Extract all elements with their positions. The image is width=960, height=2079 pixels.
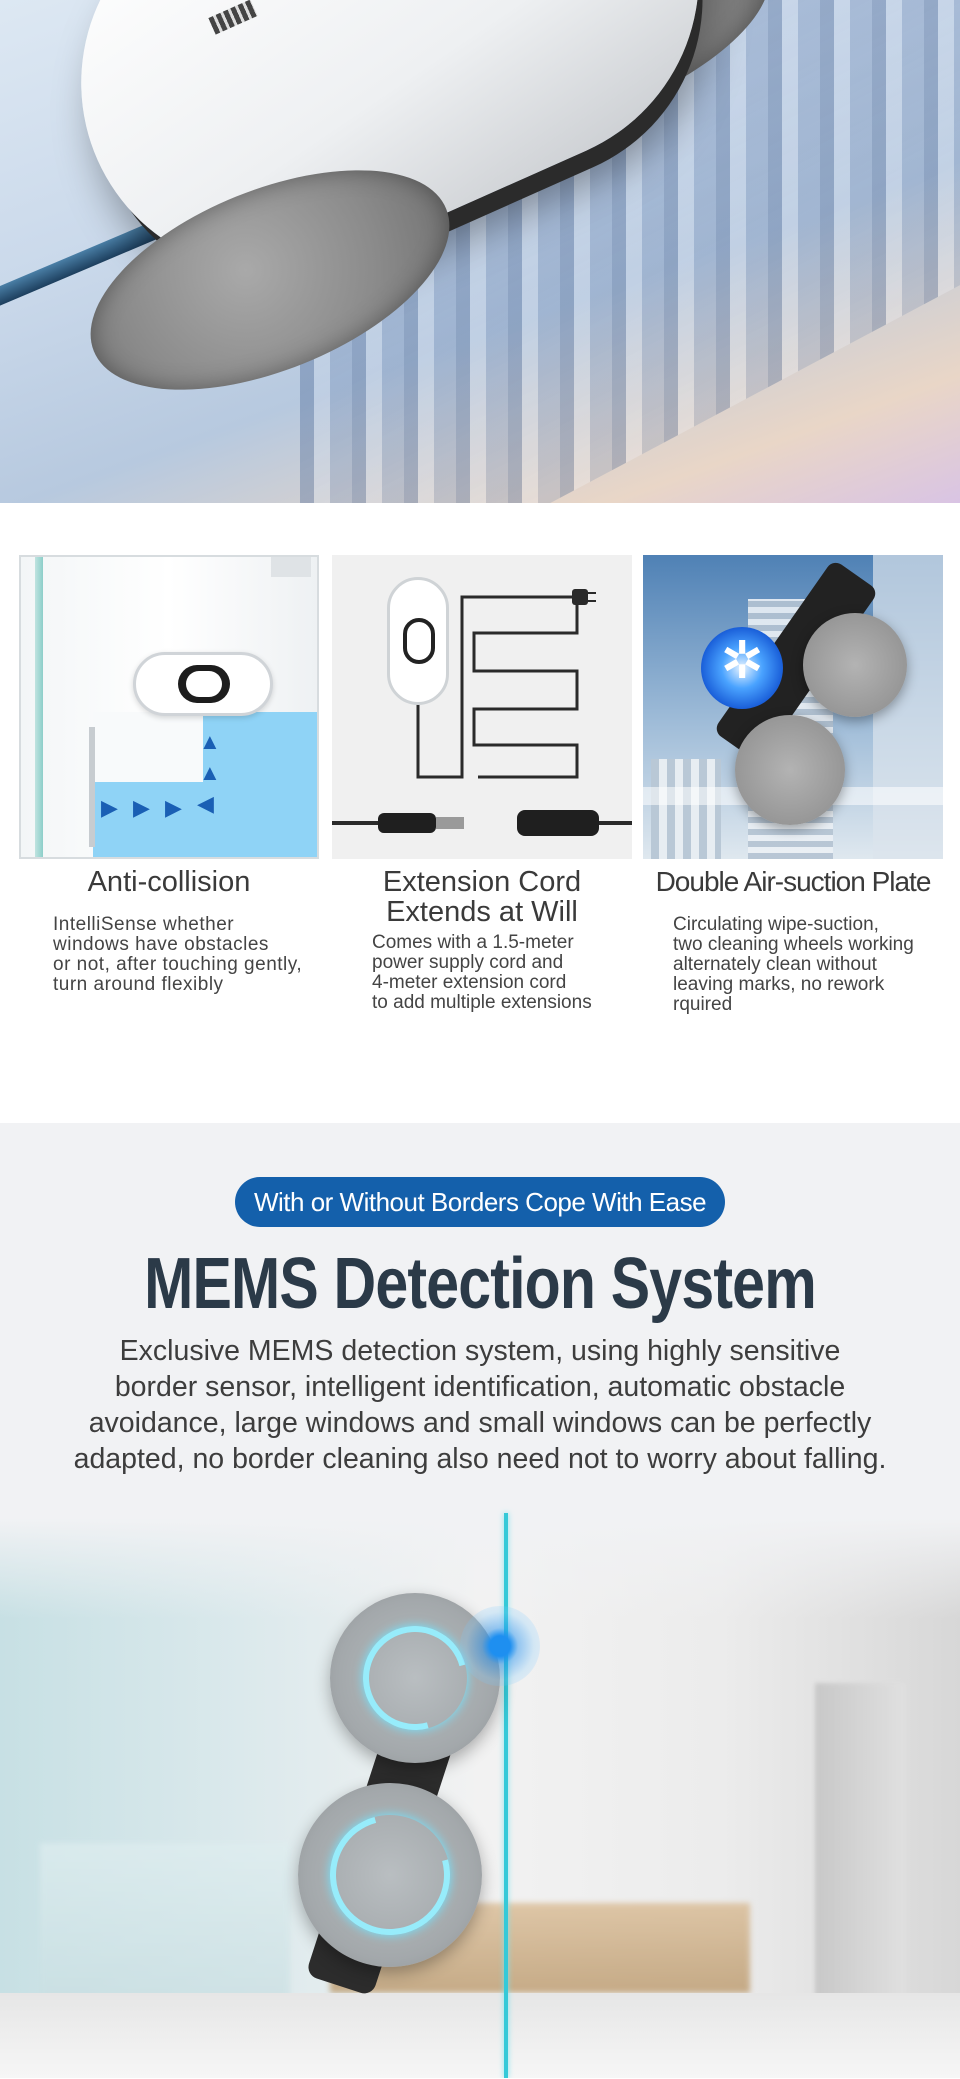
hero-banner	[0, 0, 960, 503]
cleaning-disc	[803, 613, 907, 717]
mems-section	[0, 1123, 960, 2078]
sensor-dot-icon	[460, 1606, 540, 1686]
features-section	[0, 503, 960, 1123]
feature-title: Extension Cord Extends at Will	[382, 866, 582, 928]
arrow-right-icon: ▶	[133, 795, 150, 820]
feature-description: Comes with a 1.5-meter power supply cord and 4-meter extension cord to add multiple extensions	[372, 932, 592, 1013]
window-latch	[271, 557, 311, 577]
feature-description: Circulating wipe-suction, two cleaning wheels working alternately clean without leaving marks, no rework rquired	[673, 914, 914, 1015]
arrow-right-icon: ▶	[165, 795, 182, 820]
feature-double-plate	[643, 555, 943, 1015]
fan-icon	[701, 627, 783, 709]
anti-collision-illustration	[19, 555, 319, 859]
window-frame	[35, 557, 43, 859]
feature-title: Anti-collision	[87, 866, 251, 898]
double-plate-illustration	[643, 555, 943, 859]
robot-front-view	[387, 577, 449, 705]
plug-icon	[572, 589, 588, 605]
arrow-up-icon: ▲	[199, 760, 221, 785]
mems-title: MEMS Detection System	[144, 1244, 816, 1324]
arrow-up-icon: ▲	[199, 729, 221, 754]
robot-top-view	[133, 652, 273, 716]
feature-anti-collision	[19, 555, 319, 995]
extension-cord-illustration	[332, 555, 632, 859]
arrow-right-icon: ▶	[101, 795, 118, 820]
feature-extension-cord	[332, 555, 632, 1013]
arrow-left-icon: ◀	[197, 791, 214, 816]
fridge	[815, 1683, 905, 2013]
cleaning-disc	[735, 715, 845, 825]
feature-title: Double Air-suction Plate	[655, 866, 931, 897]
mems-description: Exclusive MEMS detection system, using highly sensitive border sensor, intelligent identification, automatic obstacle avoidance, large windows and small windows can be perfectly adapted, no border cleaning also need not to worry about falling.	[73, 1335, 887, 1475]
feature-description: IntelliSense whether windows have obstacles or not, after touching gently, turn around flexibly	[53, 914, 303, 995]
window-handle	[89, 727, 95, 847]
cord-drawing	[332, 555, 632, 859]
mems-badge: With or Without Borders Cope With Ease	[235, 1177, 725, 1227]
